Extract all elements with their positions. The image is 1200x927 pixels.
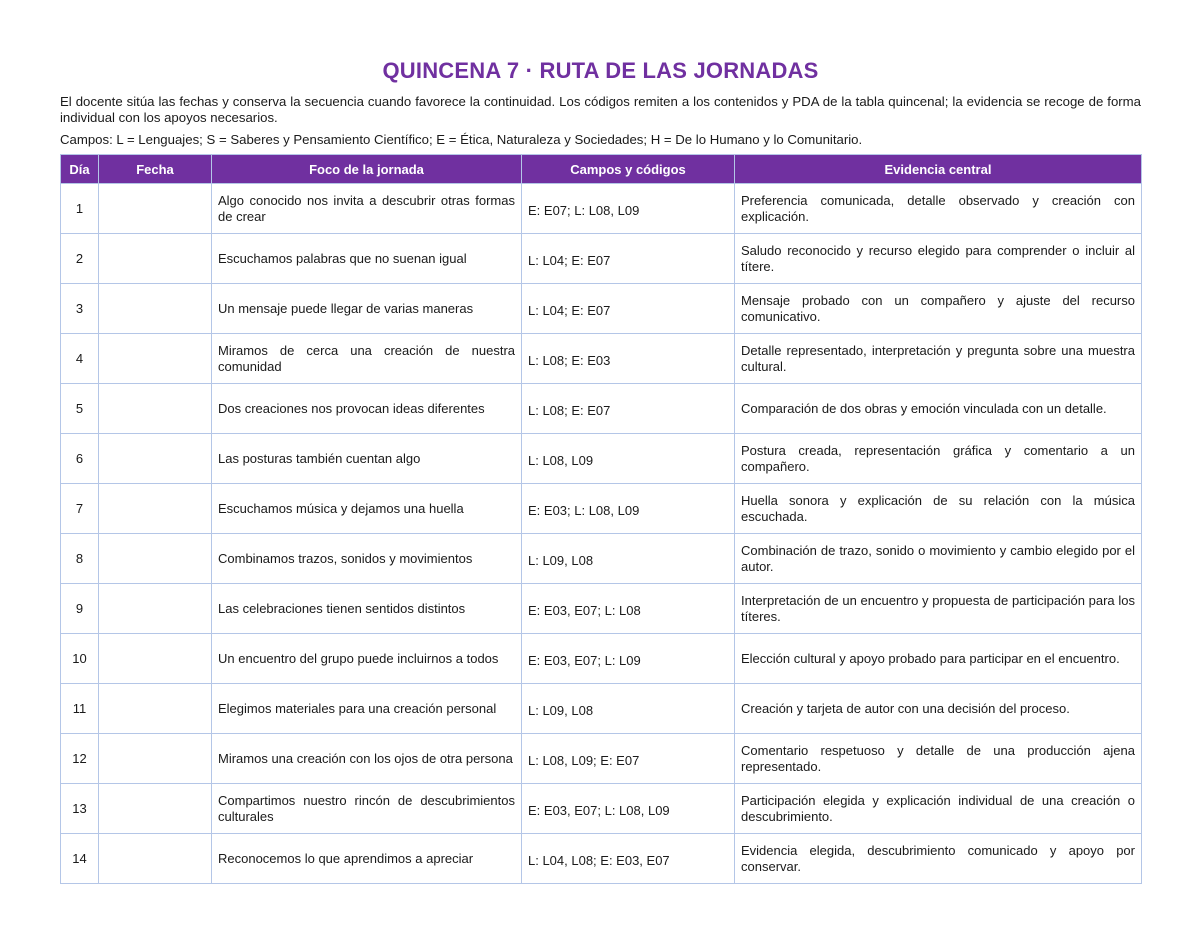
table-row — [61, 834, 1142, 884]
row-date-cell[interactable] — [99, 684, 212, 734]
row-day-cell: 6 — [61, 434, 99, 484]
row-evidence-cell: Interpretación de un encuentro y propuesta de participación para los títeres. — [735, 584, 1142, 634]
row-codes-cell: L: L08; E: E03 — [522, 334, 735, 384]
row-date-cell[interactable] — [99, 784, 212, 834]
row-focus-cell: Combinamos trazos, sonidos y movimientos — [212, 534, 522, 584]
table-body — [61, 184, 1142, 884]
row-focus-cell: Compartimos nuestro rincón de descubrimientos culturales — [212, 784, 522, 834]
row-codes-cell: L: L09, L08 — [522, 534, 735, 584]
row-codes-cell: E: E03, E07; L: L08 — [522, 584, 735, 634]
row-evidence-cell: Evidencia elegida, descubrimiento comunicado y apoyo por conservar. — [735, 834, 1142, 884]
row-focus-cell: Miramos de cerca una creación de nuestra comunidad — [212, 334, 522, 384]
row-date-cell[interactable] — [99, 234, 212, 284]
table-row — [61, 734, 1142, 784]
row-focus-cell: Dos creaciones nos provocan ideas diferentes — [212, 384, 522, 434]
row-day-cell: 11 — [61, 684, 99, 734]
table-row — [61, 634, 1142, 684]
row-date-cell[interactable] — [99, 834, 212, 884]
row-day-cell: 9 — [61, 584, 99, 634]
row-codes-cell: L: L09, L08 — [522, 684, 735, 734]
row-day-cell: 12 — [61, 734, 99, 784]
row-codes-cell: L: L08, L09; E: E07 — [522, 734, 735, 784]
row-date-cell[interactable] — [99, 734, 212, 784]
row-evidence-cell: Mensaje probado con un compañero y ajuste del recurso comunicativo. — [735, 284, 1142, 334]
row-date-cell[interactable] — [99, 584, 212, 634]
header-evidencia: Evidencia central — [735, 155, 1142, 184]
row-day-cell: 5 — [61, 384, 99, 434]
row-codes-cell: L: L04; E: E07 — [522, 234, 735, 284]
row-codes-cell: L: L04; E: E07 — [522, 284, 735, 334]
row-focus-cell: Las celebraciones tienen sentidos distintos — [212, 584, 522, 634]
table-row — [61, 484, 1142, 534]
campos-legend: Campos: L = Lenguajes; S = Saberes y Pensamiento Científico; E = Ética, Naturaleza y Sociedades; H = De lo Humano y lo Comunitario. — [60, 132, 863, 147]
row-day-cell: 7 — [61, 484, 99, 534]
table-row — [61, 384, 1142, 434]
table-row — [61, 234, 1142, 284]
table-row — [61, 584, 1142, 634]
document-page — [60, 58, 1141, 884]
row-evidence-cell: Combinación de trazo, sonido o movimiento y cambio elegido por el autor. — [735, 534, 1142, 584]
row-focus-cell: Escuchamos música y dejamos una huella — [212, 484, 522, 534]
row-focus-cell: Las posturas también cuentan algo — [212, 434, 522, 484]
row-codes-cell: E: E03, E07; L: L09 — [522, 634, 735, 684]
table-row — [61, 284, 1142, 334]
row-evidence-cell: Postura creada, representación gráfica y comentario a un compañero. — [735, 434, 1142, 484]
table-row — [61, 784, 1142, 834]
row-codes-cell: E: E03, E07; L: L08, L09 — [522, 784, 735, 834]
row-day-cell: 14 — [61, 834, 99, 884]
row-day-cell: 1 — [61, 184, 99, 234]
row-evidence-cell: Elección cultural y apoyo probado para participar en el encuentro. — [735, 634, 1142, 684]
table-row — [61, 334, 1142, 384]
row-focus-cell: Algo conocido nos invita a descubrir otras formas de crear — [212, 184, 522, 234]
row-evidence-cell: Detalle representado, interpretación y pregunta sobre una muestra cultural. — [735, 334, 1142, 384]
header-fecha: Fecha — [99, 155, 212, 184]
row-evidence-cell: Creación y tarjeta de autor con una decisión del proceso. — [735, 684, 1142, 734]
row-evidence-cell: Preferencia comunicada, detalle observado y creación con explicación. — [735, 184, 1142, 234]
page-title: QUINCENA 7 · RUTA DE LAS JORNADAS — [382, 58, 819, 83]
row-codes-cell: E: E07; L: L08, L09 — [522, 184, 735, 234]
table-row — [61, 184, 1142, 234]
row-date-cell[interactable] — [99, 484, 212, 534]
row-day-cell: 2 — [61, 234, 99, 284]
row-date-cell[interactable] — [99, 434, 212, 484]
header-campos: Campos y códigos — [522, 155, 735, 184]
row-day-cell: 8 — [61, 534, 99, 584]
row-codes-cell: E: E03; L: L08, L09 — [522, 484, 735, 534]
row-focus-cell: Miramos una creación con los ojos de otra persona — [212, 734, 522, 784]
intro-paragraph: El docente sitúa las fechas y conserva la secuencia cuando favorece la continuidad. Los códigos remiten a los contenidos y PDA de la tabla quincenal; la evidencia se recoge de forma individual con los apoyos necesarios. — [60, 94, 1141, 125]
row-evidence-cell: Participación elegida y explicación individual de una creación o descubrimiento. — [735, 784, 1142, 834]
row-date-cell[interactable] — [99, 384, 212, 434]
row-evidence-cell: Saludo reconocido y recurso elegido para comprender o incluir al títere. — [735, 234, 1142, 284]
row-day-cell: 3 — [61, 284, 99, 334]
row-date-cell[interactable] — [99, 334, 212, 384]
row-codes-cell: L: L08; E: E07 — [522, 384, 735, 434]
row-codes-cell: L: L08, L09 — [522, 434, 735, 484]
row-day-cell: 13 — [61, 784, 99, 834]
row-day-cell: 10 — [61, 634, 99, 684]
table-row — [61, 534, 1142, 584]
header-foco: Foco de la jornada — [212, 155, 522, 184]
row-date-cell[interactable] — [99, 184, 212, 234]
row-evidence-cell: Comparación de dos obras y emoción vinculada con un detalle. — [735, 384, 1142, 434]
row-date-cell[interactable] — [99, 634, 212, 684]
row-day-cell: 4 — [61, 334, 99, 384]
row-date-cell[interactable] — [99, 284, 212, 334]
row-focus-cell: Escuchamos palabras que no suenan igual — [212, 234, 522, 284]
row-focus-cell: Un encuentro del grupo puede incluirnos a todos — [212, 634, 522, 684]
row-codes-cell: L: L04, L08; E: E03, E07 — [522, 834, 735, 884]
table-row — [61, 684, 1142, 734]
header-dia: Día — [61, 155, 99, 184]
table-header-row — [61, 155, 1142, 184]
row-evidence-cell: Huella sonora y explicación de su relación con la música escuchada. — [735, 484, 1142, 534]
jornadas-table — [60, 154, 1142, 884]
row-focus-cell: Reconocemos lo que aprendimos a apreciar — [212, 834, 522, 884]
row-date-cell[interactable] — [99, 534, 212, 584]
row-focus-cell: Elegimos materiales para una creación personal — [212, 684, 522, 734]
table-row — [61, 434, 1142, 484]
row-focus-cell: Un mensaje puede llegar de varias maneras — [212, 284, 522, 334]
row-evidence-cell: Comentario respetuoso y detalle de una producción ajena representado. — [735, 734, 1142, 784]
